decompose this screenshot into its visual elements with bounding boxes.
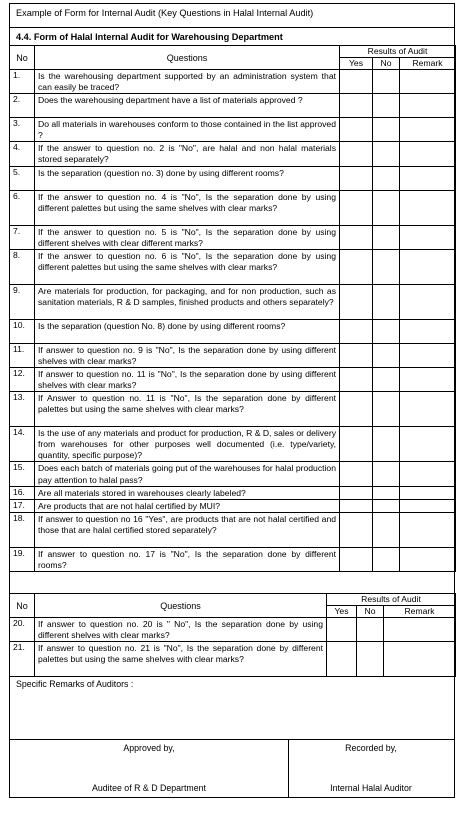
column-header-no-answer: No: [373, 58, 400, 70]
answer-no-cell[interactable]: [373, 225, 400, 249]
answer-yes-cell[interactable]: [340, 94, 373, 118]
audit-questions-table: [9, 45, 456, 572]
answer-yes-cell[interactable]: [340, 392, 373, 427]
column-header-yes: Yes: [340, 58, 373, 70]
auditor-label: Internal Halal Auditor: [330, 783, 412, 793]
question-number: 12.: [10, 367, 35, 391]
question-text: If Answer to question no. 11 is "No", Is the separation done by different palettes but using the same shelves with clear marks?: [35, 392, 340, 427]
remarks-label: Specific Remarks of Auditors :: [16, 679, 134, 689]
remark-cell[interactable]: [400, 499, 456, 512]
answer-yes-cell[interactable]: [340, 367, 373, 391]
table-row: [10, 367, 456, 391]
answer-no-cell[interactable]: [373, 190, 400, 225]
question-number: 20.: [10, 618, 35, 642]
question-number: 3.: [10, 118, 35, 142]
question-number: 14.: [10, 427, 35, 462]
remark-cell[interactable]: [400, 392, 456, 427]
table-row: [10, 190, 456, 225]
answer-no-cell[interactable]: [373, 512, 400, 547]
answer-no-cell[interactable]: [373, 249, 400, 284]
answer-no-cell[interactable]: [373, 118, 400, 142]
answer-yes-cell[interactable]: [340, 499, 373, 512]
question-text: Are all materials stored in warehouses clearly labeled?: [35, 486, 340, 499]
question-text: If answer to question no. 9 is "No", Is the separation done by using different shelves with clear marks?: [35, 343, 340, 367]
answer-no-cell[interactable]: [373, 319, 400, 343]
table-row: [10, 512, 456, 547]
question-text: Does each batch of materials going put of the warehouses for halal production pay attention to halal pass?: [35, 462, 340, 486]
question-text: Is the separation (question No. 8) done by using different rooms?: [35, 319, 340, 343]
table-row: [10, 94, 456, 118]
remark-cell[interactable]: [400, 427, 456, 462]
remark-cell[interactable]: [400, 462, 456, 486]
question-number: 13.: [10, 392, 35, 427]
question-number: 5.: [10, 166, 35, 190]
answer-no-cell[interactable]: [373, 547, 400, 571]
answer-yes-cell[interactable]: [340, 70, 373, 94]
answer-no-cell[interactable]: [357, 642, 384, 677]
answer-no-cell[interactable]: [373, 392, 400, 427]
answer-yes-cell[interactable]: [340, 343, 373, 367]
table-row: [10, 70, 456, 94]
answer-yes-cell[interactable]: [340, 118, 373, 142]
question-text: If the answer to question no. 5 is "No", Is the separation done by using different shelves with clear different marks?: [35, 225, 340, 249]
answer-no-cell[interactable]: [373, 427, 400, 462]
answer-yes-cell[interactable]: [327, 642, 357, 677]
column-header-questions: Questions: [35, 46, 340, 70]
answer-yes-cell[interactable]: [340, 225, 373, 249]
remark-cell[interactable]: [400, 512, 456, 547]
answer-yes-cell[interactable]: [340, 547, 373, 571]
question-number: 4.: [10, 142, 35, 166]
remark-cell[interactable]: [400, 367, 456, 391]
question-text: Are products that are not halal certified by MUI?: [35, 499, 340, 512]
table-row: [10, 618, 456, 642]
answer-no-cell[interactable]: [357, 618, 384, 642]
question-number: 2.: [10, 94, 35, 118]
answer-yes-cell[interactable]: [340, 190, 373, 225]
question-text: If the answer to question no. 6 is "No", Is the separation done by using different palettes but using the same shelves with clear marks?: [35, 249, 340, 284]
question-number: 16.: [10, 486, 35, 499]
remark-cell[interactable]: [384, 618, 456, 642]
question-number: 6.: [10, 190, 35, 225]
answer-no-cell[interactable]: [373, 284, 400, 319]
column-header-remark: Remark: [400, 58, 456, 70]
question-number: 11.: [10, 343, 35, 367]
column-header-no-answer: No: [357, 606, 384, 618]
question-text: If answer to question no 16 "Yes", are products that are not halal certified and those that are halal certified stored separately?: [35, 512, 340, 547]
answer-no-cell[interactable]: [373, 70, 400, 94]
column-header-no: No: [10, 46, 35, 70]
audit-questions-table-continued: [9, 593, 456, 677]
question-number: 9.: [10, 284, 35, 319]
table-row: [10, 486, 456, 499]
answer-yes-cell[interactable]: [340, 284, 373, 319]
answer-no-cell[interactable]: [373, 462, 400, 486]
answer-no-cell[interactable]: [373, 367, 400, 391]
question-text: If answer to question no. 21 is "No", Is the separation done by different palettes but using the same shelves with clear marks?: [35, 642, 327, 677]
column-header-yes: Yes: [327, 606, 357, 618]
column-header-remark: Remark: [384, 606, 456, 618]
answer-no-cell[interactable]: [373, 142, 400, 166]
remark-cell[interactable]: [400, 142, 456, 166]
answer-no-cell[interactable]: [373, 94, 400, 118]
remark-cell[interactable]: [400, 486, 456, 499]
title-divider: [10, 27, 454, 28]
remark-cell[interactable]: [400, 343, 456, 367]
question-text: Is the use of any materials and product for production, R & D, sales or delivery from warehouses for other purposes well documented (i.e. type/variety, quantity, specific purpose)?: [35, 427, 340, 462]
approved-by-label: Approved by,: [123, 743, 175, 753]
question-text: Are materials for production, for packaging, and for non production, such as sanitation materials, R & D samples, finished products and others separately?: [35, 284, 340, 319]
answer-yes-cell[interactable]: [340, 486, 373, 499]
answer-no-cell[interactable]: [373, 166, 400, 190]
table-row: [10, 118, 456, 142]
remark-cell[interactable]: [400, 70, 456, 94]
remark-cell[interactable]: [400, 190, 456, 225]
question-text: If answer to question no. 17 is "No", Is the separation done by different rooms?: [35, 547, 340, 571]
remark-cell[interactable]: [400, 319, 456, 343]
remark-cell[interactable]: [400, 284, 456, 319]
recorder-signature-box[interactable]: [288, 739, 455, 798]
answer-no-cell[interactable]: [373, 343, 400, 367]
remark-cell[interactable]: [400, 166, 456, 190]
question-number: 15.: [10, 462, 35, 486]
table-row: [10, 547, 456, 571]
answer-no-cell[interactable]: [373, 499, 400, 512]
audit-form: [9, 3, 455, 798]
table-row: [10, 427, 456, 462]
answer-yes-cell[interactable]: [340, 462, 373, 486]
table-row: [10, 166, 456, 190]
table-row: [10, 319, 456, 343]
answer-yes-cell[interactable]: [340, 249, 373, 284]
auditor-remarks-box[interactable]: [9, 676, 455, 740]
remark-cell[interactable]: [400, 547, 456, 571]
answer-yes-cell[interactable]: [340, 142, 373, 166]
column-header-questions: Questions: [35, 594, 327, 618]
question-number: 17.: [10, 499, 35, 512]
question-text: Do all materials in warehouses conform to those contained in the list approved ?: [35, 118, 340, 142]
question-number: 18.: [10, 512, 35, 547]
table-row: [10, 499, 456, 512]
section-title: 4.4. Form of Halal Internal Audit for Warehousing Department: [16, 32, 283, 42]
answer-no-cell[interactable]: [373, 486, 400, 499]
form-title: Example of Form for Internal Audit (Key Questions in Halal Internal Audit): [16, 8, 314, 18]
auditee-label: Auditee of R & D Department: [92, 783, 206, 793]
table-row: [10, 225, 456, 249]
question-number: 10.: [10, 319, 35, 343]
table-row: [10, 462, 456, 486]
question-number: 7.: [10, 225, 35, 249]
question-text: Is the separation (question no. 3) done by using different rooms?: [35, 166, 340, 190]
answer-yes-cell[interactable]: [340, 319, 373, 343]
answer-yes-cell[interactable]: [340, 166, 373, 190]
column-header-results: Results of Audit: [327, 594, 456, 606]
remark-cell[interactable]: [384, 642, 456, 677]
question-text: If answer to question no. 20 is " No", Is the separation done by using different shelves with clear marks?: [35, 618, 327, 642]
table-row: [10, 284, 456, 319]
recorded-by-label: Recorded by,: [345, 743, 397, 753]
remark-cell[interactable]: [400, 118, 456, 142]
answer-yes-cell[interactable]: [327, 618, 357, 642]
answer-yes-cell[interactable]: [340, 427, 373, 462]
answer-yes-cell[interactable]: [340, 512, 373, 547]
question-text: If answer to question no. 11 is "No", Is the separation done by using different shelves with clear marks?: [35, 367, 340, 391]
question-number: 21.: [10, 642, 35, 677]
column-header-results: Results of Audit: [340, 46, 456, 58]
question-text: If the answer to question no. 4 is "No", Is the separation done by using different palettes but using the same shelves with clear marks?: [35, 190, 340, 225]
column-header-no: No: [10, 594, 35, 618]
table-row: [10, 392, 456, 427]
question-text: Is the warehousing department supported by an administration system that can easily be traced?: [35, 70, 340, 94]
approval-signature-box[interactable]: [9, 739, 289, 798]
question-number: 1.: [10, 70, 35, 94]
table-row: [10, 249, 456, 284]
table-row: [10, 642, 456, 677]
question-text: If the answer to question no. 2 is "No", are halal and non halal materials stored separately?: [35, 142, 340, 166]
question-number: 19.: [10, 547, 35, 571]
table-row: [10, 142, 456, 166]
question-number: 8.: [10, 249, 35, 284]
table-row: [10, 343, 456, 367]
remark-cell[interactable]: [400, 94, 456, 118]
remark-cell[interactable]: [400, 249, 456, 284]
question-text: Does the warehousing department have a list of materials approved ?: [35, 94, 340, 118]
remark-cell[interactable]: [400, 225, 456, 249]
